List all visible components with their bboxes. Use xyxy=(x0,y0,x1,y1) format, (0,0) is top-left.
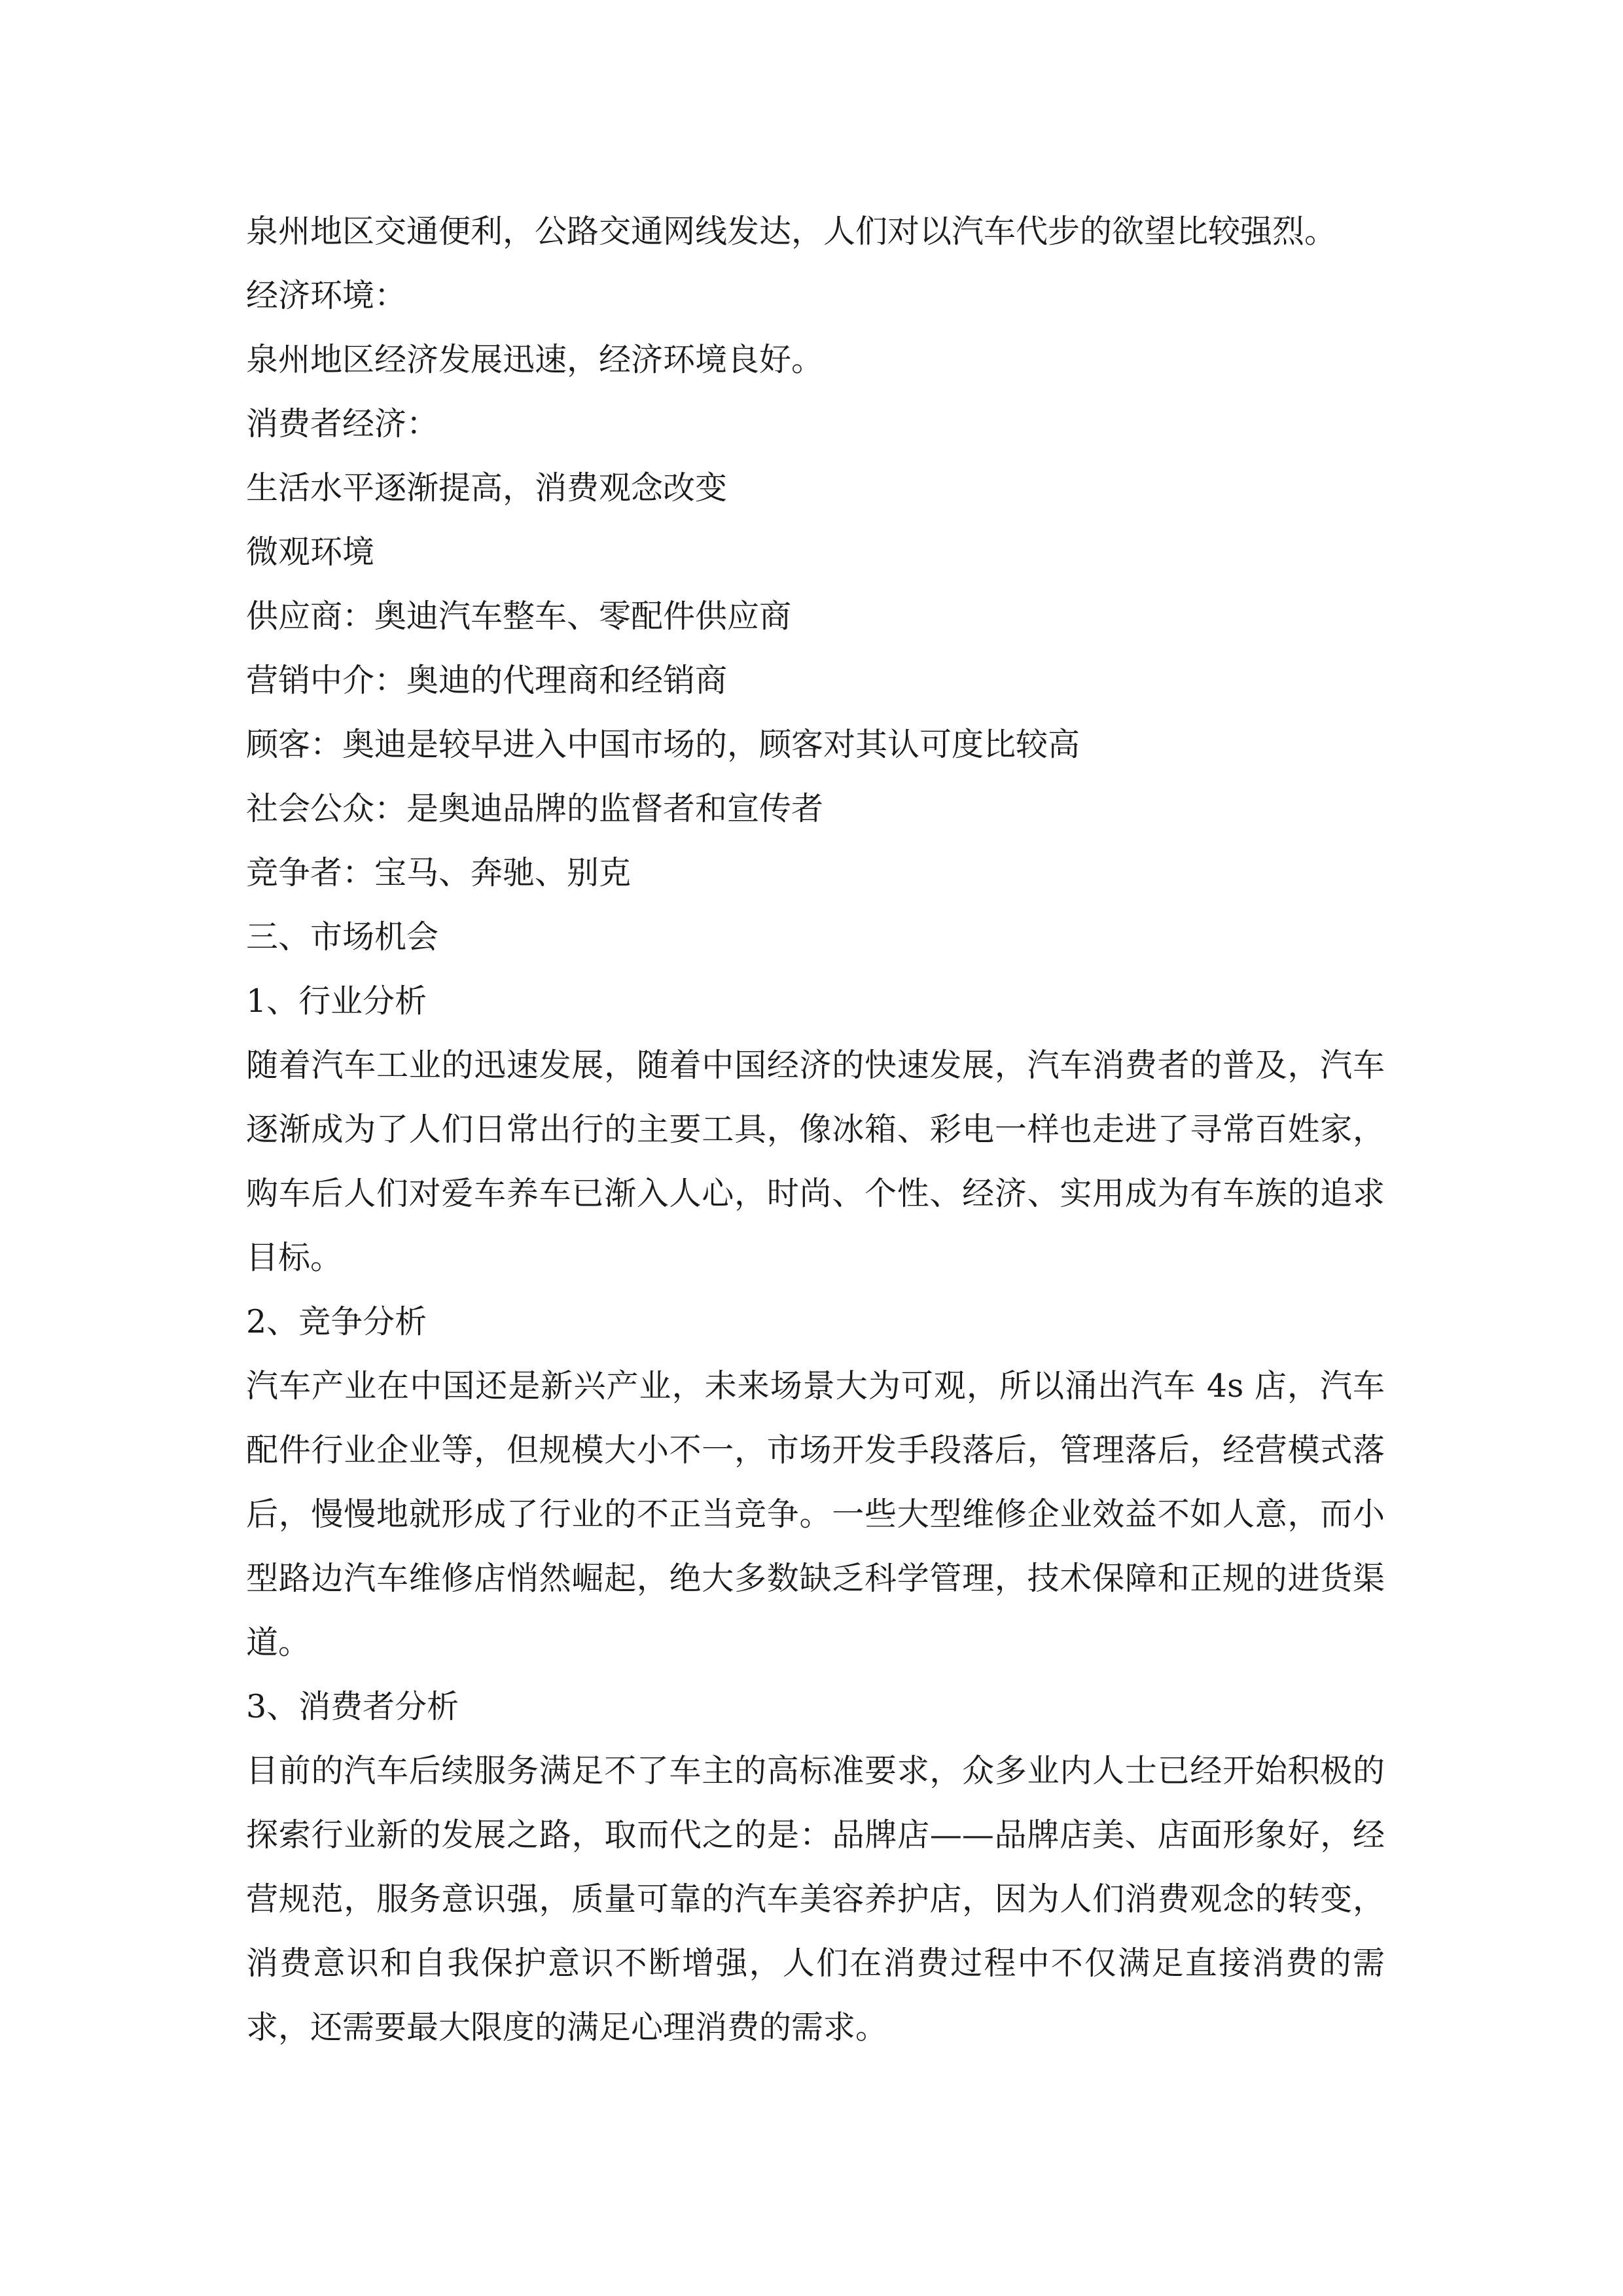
body-line-competitors: 竞争者：宝马、奔驰、别克 xyxy=(246,854,632,891)
body-line-public: 社会公众：是奥迪品牌的监督者和宣传者 xyxy=(246,790,824,827)
paragraph-competition-analysis: 汽车产业在中国还是新兴产业，未来场景大为可观，所以涌出汽车 4s 店，汽车配件行业企业等，但规模大小不一，市场开发手段落后，管理落后，经营模式落后，慢慢地就形成了行业的不正当竞争。一些大型维修企业效益不如人意，而小型路边汽车维修店悄然崛起，绝大多数缺乏科学管理，技术保障和正规的进货渠道。 xyxy=(246,1367,1385,1661)
body-line-transport: 泉州地区交通便利，公路交通网线发达，人们对以汽车代步的欲望比较强烈。 xyxy=(246,213,1337,250)
section-heading-market-opportunity: 三、市场机会 xyxy=(246,918,439,956)
body-line-suppliers: 供应商：奥迪汽车整车、零配件供应商 xyxy=(246,598,792,635)
subsection-heading-competition-analysis: 2、竞争分析 xyxy=(246,1303,427,1340)
body-line-customers: 顾客：奥迪是较早进入中国市场的，顾客对其认可度比较高 xyxy=(246,726,1080,763)
body-line-economy: 泉州地区经济发展迅速，经济环境良好。 xyxy=(246,341,824,378)
subsection-heading-industry-analysis: 1、行业分析 xyxy=(246,982,427,1020)
heading-micro-environment: 微观环境 xyxy=(246,533,375,571)
document-body xyxy=(246,200,1385,2060)
heading-consumer-economy: 消费者经济： xyxy=(246,405,439,442)
body-line-intermediaries: 营销中介：奥迪的代理商和经销商 xyxy=(246,662,728,699)
paragraph-consumer-analysis: 目前的汽车后续服务满足不了车主的高标准要求，众多业内人士已经开始积极的探索行业新的发展之路，取而代之的是：品牌店——品牌店美、店面形象好，经营规范，服务意识强，质量可靠的汽车美容养护店，因为人们消费观念的转变，消费意识和自我保护意识不断增强，人们在消费过程中不仅满足直接消费的需求，还需要最大限度的满足心理消费的需求。 xyxy=(246,1752,1385,2046)
subsection-heading-consumer-analysis: 3、消费者分析 xyxy=(246,1688,459,1725)
paragraph-industry-analysis: 随着汽车工业的迅速发展，随着中国经济的快速发展，汽车消费者的普及，汽车逐渐成为了人们日常出行的主要工具，像冰箱、彩电一样也走进了寻常百姓家，购车后人们对爱车养车已渐入人心，时尚、个性、经济、实用成为有车族的追求目标。 xyxy=(246,1047,1385,1276)
body-line-living-standard: 生活水平逐渐提高，消费观念改变 xyxy=(246,469,728,507)
heading-economic-environment: 经济环境： xyxy=(246,277,407,314)
